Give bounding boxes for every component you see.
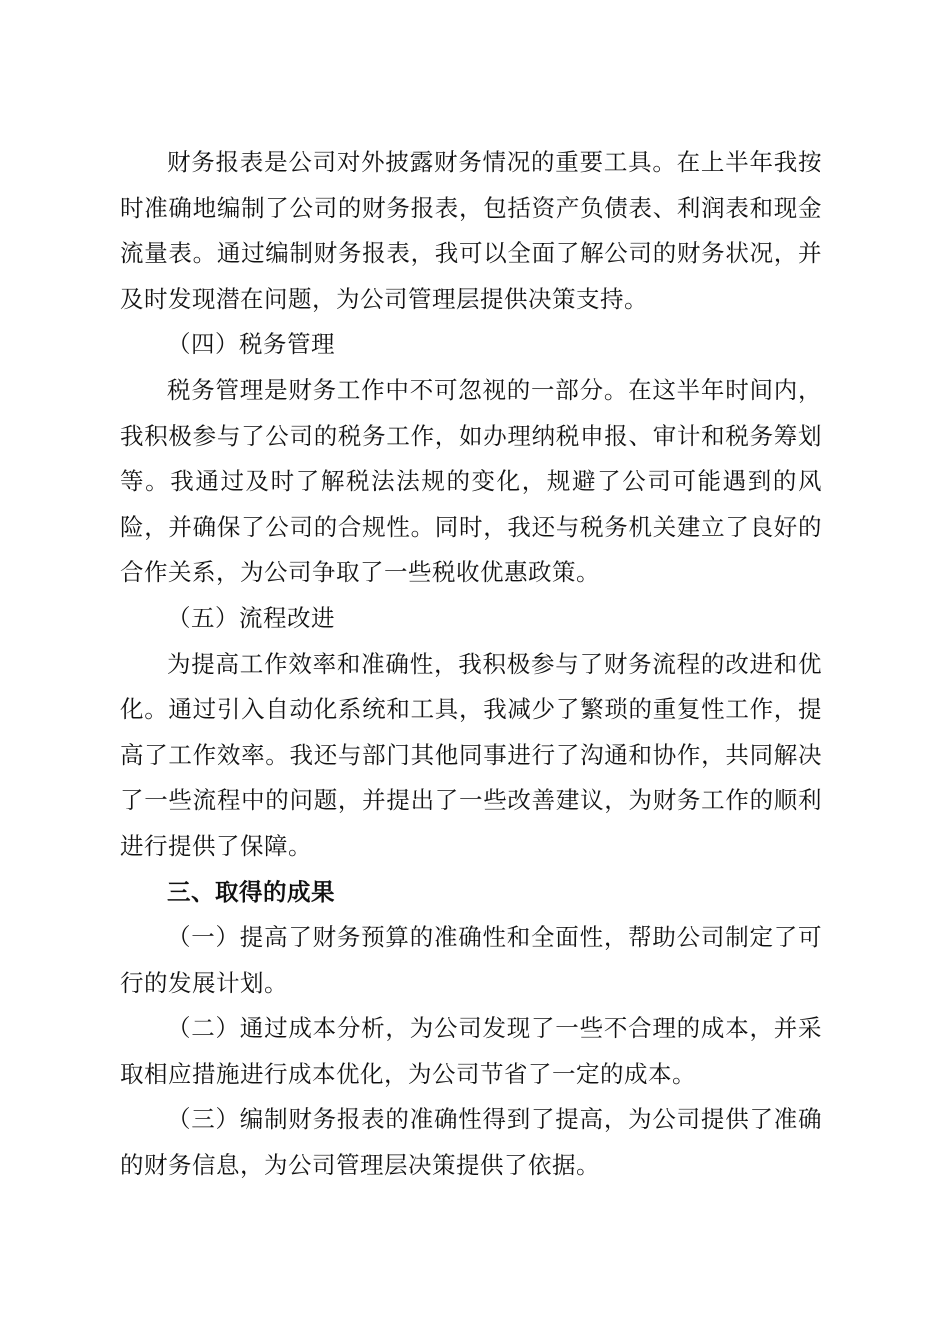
heading-tax-management: （四）税务管理 [167, 330, 335, 359]
paragraph-tax-management: 税务管理是财务工作中不可忽视的一部分。在这半年时间内，我积极参与了公司的税务工作，如办理纳税申报、审计和税务筹划等。我通过及时了解税法法规的变化，规避了公司可能遇到的风险，并确保了公司的合规性。同时，我还与税务机关建立了良好的合作关系，为公司争取了一些税收优惠政策。 [120, 375, 822, 587]
paragraph-achievement-3: （三）编制财务报表的准确性得到了提高，为公司提供了准确的财务信息，为公司管理层决策提供了依据。 [120, 1105, 822, 1180]
document-page [120, 140, 822, 1189]
heading-process-improvement: （五）流程改进 [167, 603, 335, 632]
paragraph-financial-statements: 财务报表是公司对外披露财务情况的重要工具。在上半年我按时准确地编制了公司的财务报表，包括资产负债表、利润表和现金流量表。通过编制财务报表，我可以全面了解公司的财务状况，并及时发现潜在问题，为公司管理层提供决策支持。 [120, 148, 822, 313]
paragraph-process-improvement: 为提高工作效率和准确性，我积极参与了财务流程的改进和优化。通过引入自动化系统和工具，我减少了繁琐的重复性工作，提高了工作效率。我还与部门其他同事进行了沟通和协作，共同解决了一些流程中的问题，并提出了一些改善建议，为财务工作的顺利进行提供了保障。 [120, 649, 822, 860]
paragraph-achievement-1: （一）提高了财务预算的准确性和全面性，帮助公司制定了可行的发展计划。 [120, 923, 822, 997]
paragraph-achievement-2: （二）通过成本分析，为公司发现了一些不合理的成本，并采取相应措施进行成本优化，为公司节省了一定的成本。 [120, 1014, 822, 1088]
section-heading-achievements: 三、取得的成果 [167, 877, 335, 906]
